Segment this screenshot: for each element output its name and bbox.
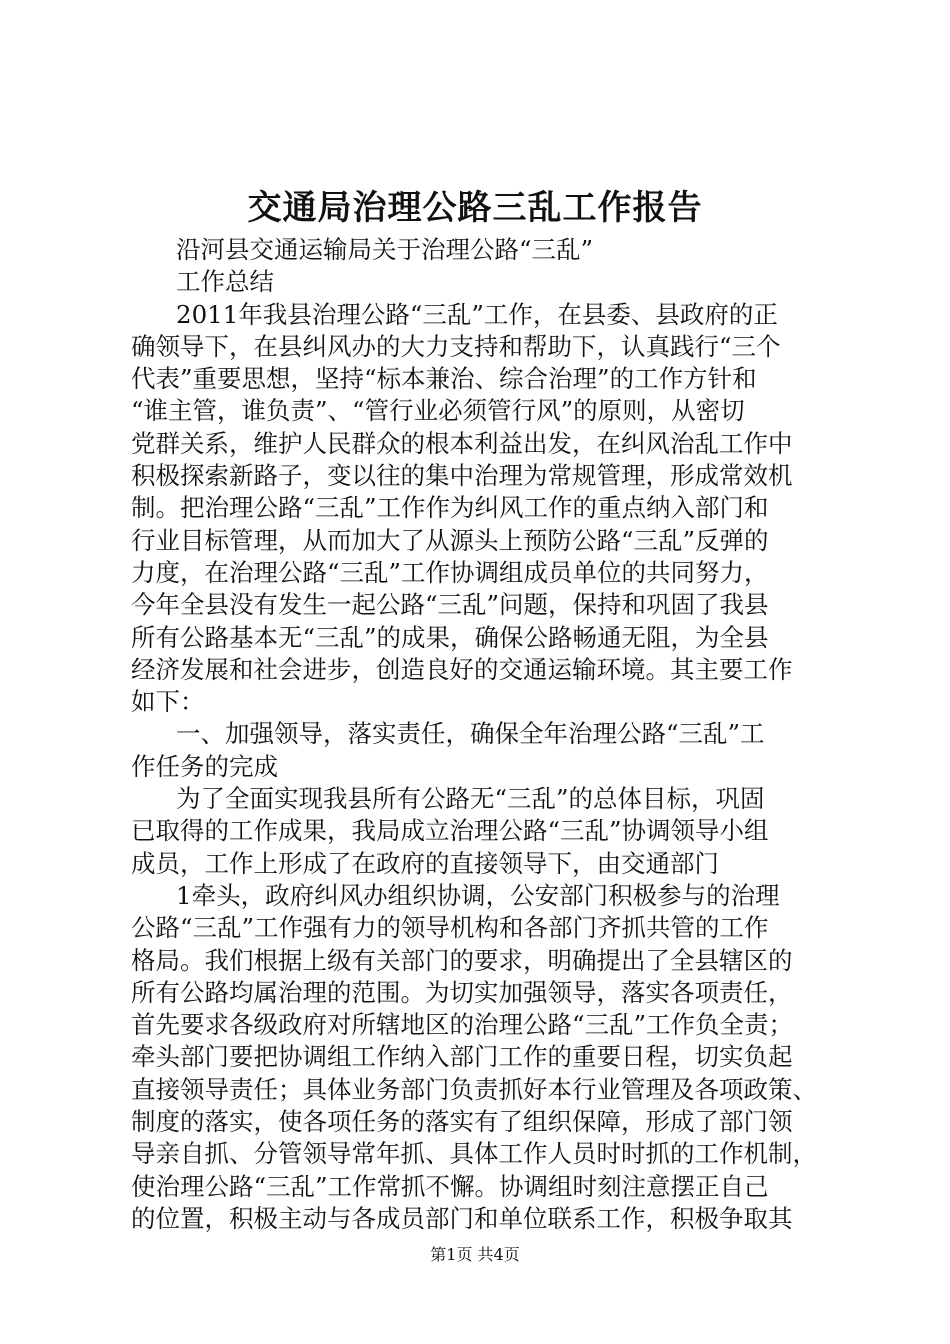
- paragraph-line: 牵头部门要把协调组工作纳入部门工作的重要日程，切实负起: [131, 1042, 793, 1072]
- paragraph-line: 经济发展和社会进步，创造良好的交通运输环境。其主要工作: [131, 654, 793, 684]
- section-heading-line: 作任务的完成: [131, 751, 278, 781]
- paragraph-line: 公路“三乱”工作强有力的领导机构和各部门齐抓共管的工作: [131, 913, 769, 943]
- paragraph-line: 使治理公路“三乱”工作常抓不懈。协调组时刻注意摆正自己: [131, 1171, 769, 1201]
- paragraph-line: 代表”重要思想，坚持“标本兼治、综合治理”的工作方针和: [131, 364, 757, 394]
- document-body: [131, 234, 831, 1235]
- paragraph-line: 积极探索新路子，变以往的集中治理为常规管理，形成常效机: [131, 461, 793, 491]
- paragraph-line: 已取得的工作成果，我局成立治理公路“三乱”协调领导小组: [131, 816, 769, 846]
- paragraph-line: 确领导下，在县纠风办的大力支持和帮助下，认真践行“三个: [131, 331, 781, 361]
- paragraph-line: 今年全县没有发生一起公路“三乱”问题，保持和巩固了我县: [131, 590, 769, 620]
- document-title: 交通局治理公路三乱工作报告: [247, 188, 703, 228]
- paragraph-line: 1牵头，政府纠风办组织协调，公安部门积极参与的治理: [176, 880, 780, 910]
- paragraph-line: 制度的落实，使各项任务的落实有了组织保障，形成了部门领: [131, 1107, 793, 1137]
- paragraph-line: 导亲自抓、分管领导常年抓、具体工作人员时时抓的工作机制，: [131, 1139, 817, 1169]
- paragraph-line: 直接领导责任；具体业务部门负责抓好本行业管理及各项政策、: [131, 1074, 817, 1104]
- paragraph-line: 成员，工作上形成了在政府的直接领导下，由交通部门: [131, 848, 719, 878]
- paragraph-line: “谁主管，谁负责”、“管行业必须管行风”的原则，从密切: [131, 396, 745, 426]
- paragraph-line: 的位置，积极主动与各成员部门和单位联系工作，积极争取其: [131, 1203, 793, 1233]
- paragraph-line: 2011年我县治理公路“三乱”工作，在县委、县政府的正: [176, 299, 778, 329]
- paragraph-line: 工作总结: [176, 267, 274, 297]
- paragraph-line: 制。把治理公路“三乱”工作作为纠风工作的重点纳入部门和: [131, 493, 769, 523]
- paragraph-line: 如下：: [131, 687, 205, 717]
- paragraph-line: 党群关系，维护人民群众的根本利益出发，在纠风治乱工作中: [131, 428, 793, 458]
- paragraph-line: 所有公路均属治理的范围。为切实加强领导，落实各项责任，: [131, 977, 793, 1007]
- page-number-footer: 第1页 共4页: [430, 1245, 520, 1264]
- paragraph-line: 为了全面实现我县所有公路无“三乱”的总体目标，巩固: [176, 784, 765, 814]
- section-heading-line: 一、加强领导，落实责任，确保全年治理公路“三乱”工: [176, 719, 765, 749]
- paragraph-line: 行业目标管理，从而加大了从源头上预防公路“三乱”反弹的: [131, 525, 769, 555]
- paragraph-line: 力度，在治理公路“三乱”工作协调组成员单位的共同努力，: [131, 557, 769, 587]
- paragraph-line: 沿河县交通运输局关于治理公路“三乱”: [176, 235, 594, 264]
- paragraph-line: 所有公路基本无“三乱”的成果，确保公路畅通无阻，为全县: [131, 622, 769, 652]
- paragraph-line: 首先要求各级政府对所辖地区的治理公路“三乱”工作负全责；: [131, 1010, 794, 1040]
- paragraph-line: 格局。我们根据上级有关部门的要求，明确提出了全县辖区的: [131, 945, 793, 975]
